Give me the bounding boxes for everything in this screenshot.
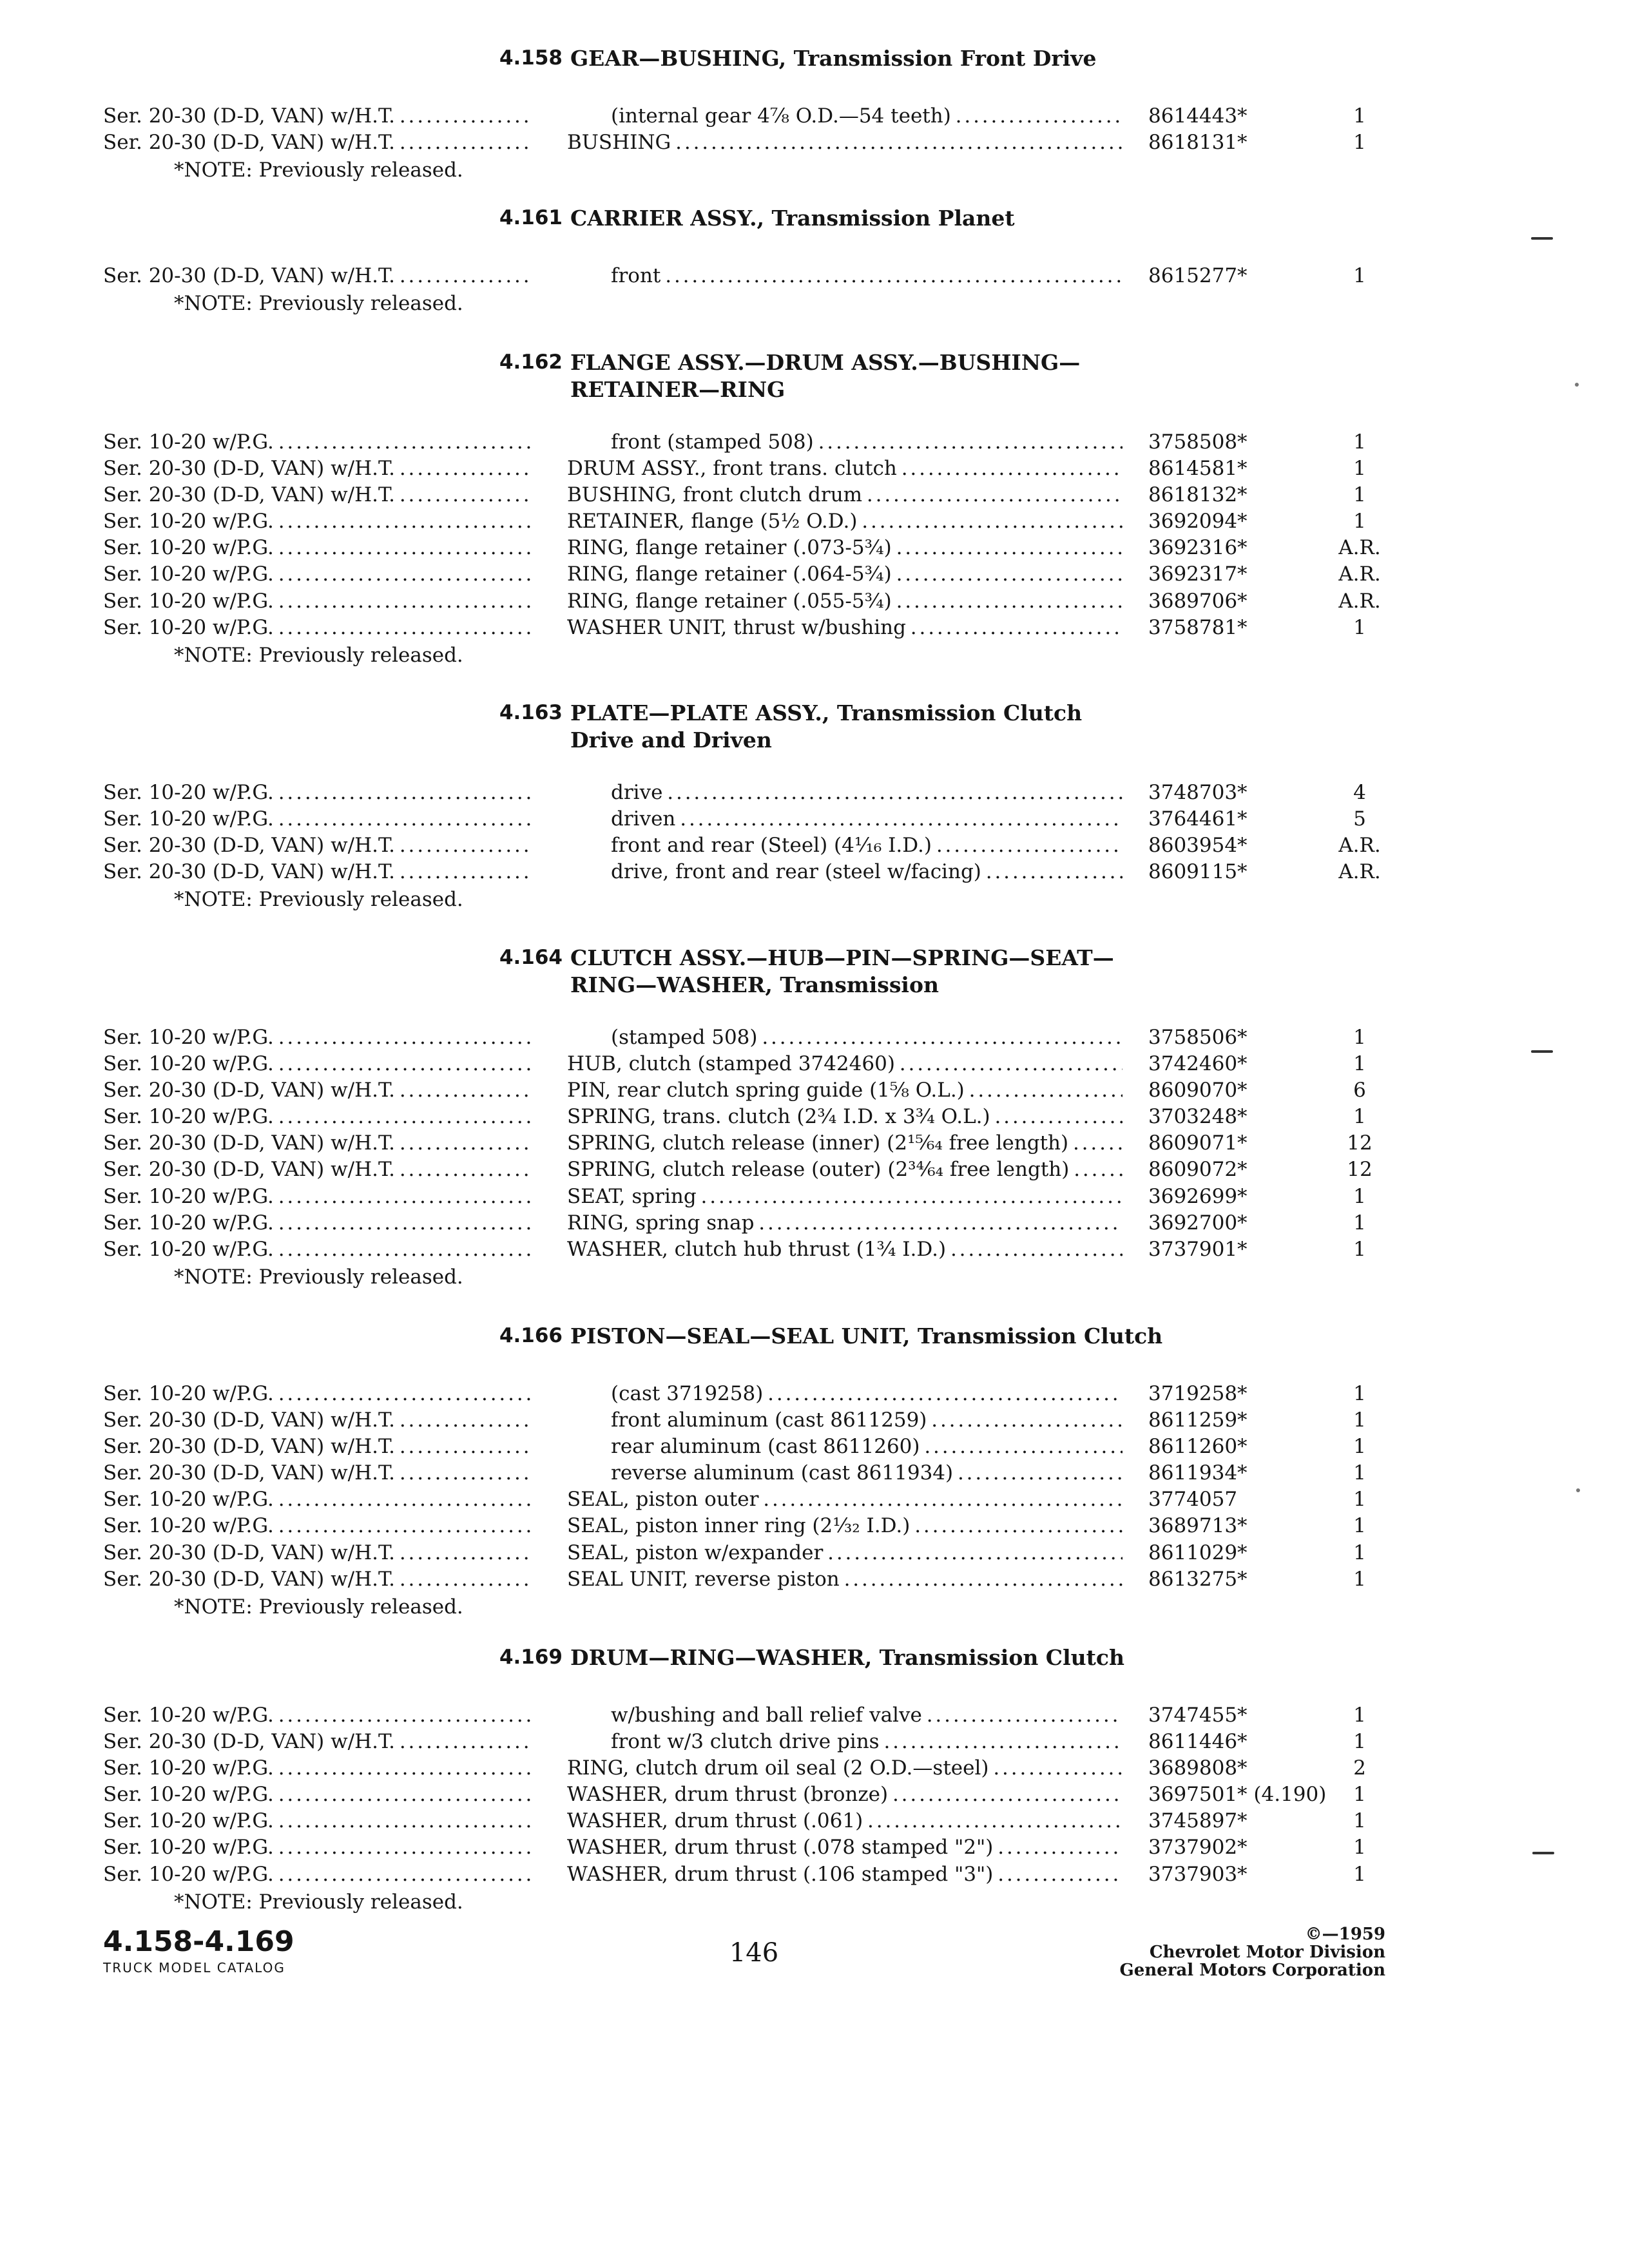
quantity-cell: 12 [1347, 1131, 1373, 1155]
part-number-cell: 3692316* [1148, 536, 1248, 560]
description-cell: BUSHING, front clutch drum . . . [567, 482, 1123, 508]
part-number-cell: 3689808* [1148, 1756, 1248, 1780]
part-row [0, 1236, 1629, 1263]
quantity-cell: 1 [1353, 1461, 1366, 1485]
margin-mark [1532, 1852, 1554, 1854]
description-cell: reverse aluminum (cast 8611934) . . . [611, 1460, 1123, 1486]
series-cell: Ser. 10-20 w/P.G. . . . [103, 615, 532, 641]
description-cell: front and rear (Steel) (4¹⁄₁₆ I.D.) . . . [611, 832, 1123, 859]
series-cell: Ser. 10-20 w/P.G. . . . [103, 780, 532, 806]
quantity-cell: 1 [1353, 1382, 1366, 1405]
part-row [0, 1434, 1629, 1460]
description-cell: driven . . . [611, 806, 1123, 832]
series-cell: Ser. 20-30 (D-D, VAN) w/H.T. . . . [103, 1540, 532, 1566]
quantity-cell: 1 [1353, 430, 1366, 454]
part-row [0, 1513, 1629, 1539]
part-row [0, 1077, 1629, 1104]
quantity-cell: 1 [1353, 1730, 1366, 1754]
series-cell: Ser. 10-20 w/P.G. . . . [103, 588, 532, 615]
section-title-line: DRUM—RING—WASHER, Transmission Clutch [570, 1645, 1124, 1670]
quantity-cell: 5 [1353, 807, 1366, 831]
part-number-cell: 3689713* [1148, 1514, 1248, 1538]
series-cell: Ser. 10-20 w/P.G. . . . [103, 1755, 532, 1782]
margin-speck [1575, 383, 1579, 387]
part-row [0, 561, 1629, 588]
part-row [0, 456, 1629, 482]
part-number-cell: 3697501* (4.190) [1148, 1783, 1327, 1807]
series-cell: Ser. 20-30 (D-D, VAN) w/H.T. . . . [103, 1729, 532, 1755]
part-number-cell: 8614581* [1148, 457, 1248, 481]
parts-list [0, 429, 1629, 641]
margin-mark [1531, 237, 1553, 240]
part-number-cell: 3692699* [1148, 1184, 1248, 1208]
quantity-cell: 1 [1353, 1237, 1366, 1261]
part-row [0, 1702, 1629, 1729]
series-cell: Ser. 20-30 (D-D, VAN) w/H.T. . . . [103, 1130, 532, 1157]
series-cell: Ser. 20-30 (D-D, VAN) w/H.T. . . . [103, 1407, 532, 1434]
quantity-cell: A.R. [1338, 834, 1381, 858]
section-number: 4.162 [499, 351, 563, 374]
description-cell: RETAINER, flange (5½ O.D.) . . . [567, 508, 1123, 535]
part-row [0, 832, 1629, 859]
description-cell: front . . . [611, 263, 1123, 289]
quantity-cell: 1 [1353, 510, 1366, 533]
section-title [570, 945, 1472, 999]
quantity-cell: 1 [1353, 1488, 1366, 1512]
description-cell: BUSHING . . . [567, 130, 1123, 156]
part-number-cell: 8611934* [1148, 1461, 1248, 1485]
section-header [0, 1323, 1629, 1381]
description-cell: (cast 3719258) . . . [611, 1381, 1123, 1407]
series-cell: Ser. 10-20 w/P.G. . . . [103, 1513, 532, 1539]
quantity-cell: 1 [1353, 264, 1366, 287]
footer-corporation: General Motors Corporation [1119, 1961, 1385, 1980]
section-title-line: GEAR—BUSHING, Transmission Front Drive [570, 46, 1097, 71]
part-row [0, 1566, 1629, 1593]
section-note: *NOTE: Previously released. [174, 1595, 463, 1619]
series-cell: Ser. 10-20 w/P.G. . . . [103, 1486, 532, 1513]
part-row [0, 1540, 1629, 1566]
part-row [0, 1729, 1629, 1755]
section-title [570, 1644, 1472, 1671]
description-cell: DRUM ASSY., front trans. clutch . . . [567, 456, 1123, 482]
description-cell: SEAL, piston outer . . . [567, 1486, 1123, 1513]
quantity-cell: 1 [1353, 1567, 1366, 1591]
section-number: 4.169 [499, 1646, 563, 1669]
series-cell: Ser. 20-30 (D-D, VAN) w/H.T. . . . [103, 832, 532, 859]
part-row [0, 429, 1629, 456]
series-cell: Ser. 10-20 w/P.G. . . . [103, 1051, 532, 1077]
part-number-cell: 8618132* [1148, 483, 1248, 507]
part-number-cell: 8611260* [1148, 1435, 1248, 1459]
series-cell: Ser. 10-20 w/P.G. . . . [103, 1782, 532, 1808]
description-cell: RING, flange retainer (.073-5¾) . . . [567, 535, 1123, 561]
quantity-cell: 1 [1353, 1514, 1366, 1538]
quantity-cell: 1 [1353, 1408, 1366, 1432]
part-row [0, 535, 1629, 561]
section-4-161 [0, 205, 1629, 323]
part-number-cell: 8618131* [1148, 131, 1248, 155]
section-4-164 [0, 945, 1629, 1296]
part-row [0, 130, 1629, 156]
series-cell: Ser. 10-20 w/P.G. . . . [103, 561, 532, 588]
footer-copyright: ©—1959 [1305, 1925, 1385, 1944]
description-cell: SEAT, spring . . . [567, 1184, 1123, 1210]
description-cell: SEAL UNIT, reverse piston . . . [567, 1566, 1123, 1593]
quantity-cell: 4 [1353, 781, 1366, 804]
quantity-cell: 1 [1353, 1105, 1366, 1129]
quantity-cell: 1 [1353, 1836, 1366, 1860]
part-row [0, 263, 1629, 289]
parts-list [0, 263, 1629, 289]
section-note: *NOTE: Previously released. [174, 159, 463, 182]
quantity-cell: 1 [1353, 1435, 1366, 1459]
parts-list [0, 1381, 1629, 1593]
part-number-cell: 3758508* [1148, 430, 1248, 454]
description-cell: SPRING, trans. clutch (2¾ I.D. x 3¾ O.L.) . . . [567, 1104, 1123, 1130]
section-title-line: CARRIER ASSY., Transmission Planet [570, 206, 1015, 231]
section-4-169 [0, 1644, 1629, 1921]
part-row [0, 1407, 1629, 1434]
quantity-cell: 1 [1353, 1809, 1366, 1833]
section-title-line: RETAINER—RING [570, 377, 786, 402]
footer-left [103, 1925, 294, 1977]
part-number-cell: 3748703* [1148, 781, 1248, 804]
quantity-cell: 1 [1353, 131, 1366, 155]
series-cell: Ser. 20-30 (D-D, VAN) w/H.T. . . . [103, 1157, 532, 1183]
description-cell: front aluminum (cast 8611259) . . . [611, 1407, 1123, 1434]
footer-right [1057, 1925, 1385, 1979]
quantity-cell: 1 [1353, 1541, 1366, 1564]
part-row [0, 1782, 1629, 1808]
section-number: 4.161 [499, 206, 563, 229]
series-cell: Ser. 10-20 w/P.G. . . . [103, 1024, 532, 1051]
description-cell: drive . . . [611, 780, 1123, 806]
part-row [0, 1861, 1629, 1888]
part-row [0, 1210, 1629, 1236]
section-4-162 [0, 349, 1629, 675]
quantity-cell: 1 [1353, 483, 1366, 507]
series-cell: Ser. 10-20 w/P.G. . . . [103, 1834, 532, 1861]
part-row [0, 859, 1629, 885]
description-cell: (internal gear 4⅞ O.D.—54 teeth) . . . [611, 103, 1123, 130]
quantity-cell: A.R. [1338, 860, 1381, 884]
series-cell: Ser. 20-30 (D-D, VAN) w/H.T. . . . [103, 1434, 532, 1460]
part-number-cell: 8613275* [1148, 1567, 1248, 1591]
quantity-cell: 1 [1353, 1704, 1366, 1727]
footer-division: Chevrolet Motor Division [1149, 1943, 1385, 1962]
section-title-line: CLUTCH ASSY.—HUB—PIN—SPRING—SEAT— [570, 945, 1114, 970]
section-header [0, 700, 1629, 780]
part-number-cell: 8609071* [1148, 1131, 1248, 1155]
part-number-cell: 3737903* [1148, 1862, 1248, 1886]
quantity-cell: 1 [1353, 457, 1366, 481]
quantity-cell: 1 [1353, 1026, 1366, 1049]
part-number-cell: 3745897* [1148, 1809, 1248, 1833]
section-title-line: RING—WASHER, Transmission [570, 972, 939, 997]
part-number-cell: 3692317* [1148, 562, 1248, 586]
part-row [0, 1755, 1629, 1782]
description-cell: WASHER, clutch hub thrust (1¾ I.D.) . . . [567, 1236, 1123, 1263]
part-number-cell: 8603954* [1148, 834, 1248, 858]
quantity-cell: 1 [1353, 1052, 1366, 1076]
quantity-cell: 1 [1353, 615, 1366, 639]
parts-list [0, 780, 1629, 885]
quantity-cell: 6 [1353, 1079, 1366, 1102]
description-cell: RING, flange retainer (.064-5¾) . . . [567, 561, 1123, 588]
description-cell: front w/3 clutch drive pins . . . [611, 1729, 1123, 1755]
quantity-cell: 2 [1353, 1756, 1366, 1780]
series-cell: Ser. 10-20 w/P.G. . . . [103, 1702, 532, 1729]
series-cell: Ser. 20-30 (D-D, VAN) w/H.T. . . . [103, 263, 532, 289]
series-cell: Ser. 10-20 w/P.G. . . . [103, 429, 532, 456]
section-note: *NOTE: Previously released. [174, 292, 463, 316]
part-number-cell: 3774057 [1148, 1488, 1238, 1512]
section-title-line: Drive and Driven [570, 727, 772, 753]
part-row [0, 588, 1629, 615]
part-number-cell: 3758506* [1148, 1026, 1248, 1049]
part-number-cell: 3737901* [1148, 1237, 1248, 1261]
section-title-line: PLATE—PLATE ASSY., Transmission Clutch [570, 700, 1083, 726]
series-cell: Ser. 10-20 w/P.G. . . . [103, 1808, 532, 1834]
part-row [0, 1051, 1629, 1077]
section-4-166 [0, 1323, 1629, 1626]
part-number-cell: 8614443* [1148, 104, 1248, 128]
part-number-cell: 8615277* [1148, 264, 1248, 287]
description-cell: rear aluminum (cast 8611260) . . . [611, 1434, 1123, 1460]
series-cell: Ser. 10-20 w/P.G. . . . [103, 1210, 532, 1236]
part-row [0, 1834, 1629, 1861]
series-cell: Ser. 10-20 w/P.G. . . . [103, 1381, 532, 1407]
series-cell: Ser. 20-30 (D-D, VAN) w/H.T. . . . [103, 1460, 532, 1486]
quantity-cell: 1 [1353, 1862, 1366, 1886]
series-cell: Ser. 20-30 (D-D, VAN) w/H.T. . . . [103, 1077, 532, 1104]
description-cell: WASHER, drum thrust (.078 stamped "2") . . . [567, 1834, 1123, 1861]
part-row [0, 1184, 1629, 1210]
part-row [0, 1104, 1629, 1130]
section-number: 4.166 [499, 1324, 563, 1347]
footer-section-range: 4.158-4.169 [103, 1925, 294, 1958]
part-number-cell: 3758781* [1148, 615, 1248, 639]
section-title [570, 349, 1472, 403]
footer-catalog-name: TRUCK MODEL CATALOG [103, 1960, 285, 1975]
description-cell: WASHER, drum thrust (bronze) . . . [567, 1782, 1123, 1808]
section-title-line: FLANGE ASSY.—DRUM ASSY.—BUSHING— [570, 350, 1081, 375]
part-number-cell: 3747455* [1148, 1704, 1248, 1727]
quantity-cell: 1 [1353, 1211, 1366, 1235]
series-cell: Ser. 10-20 w/P.G. . . . [103, 508, 532, 535]
description-cell: SEAL, piston w/expander . . . [567, 1540, 1123, 1566]
section-title [570, 1323, 1472, 1350]
part-number-cell: 3719258* [1148, 1382, 1248, 1405]
part-row [0, 1381, 1629, 1407]
description-cell: drive, front and rear (steel w/facing) . . . [611, 859, 1123, 885]
part-number-cell: 8611446* [1148, 1730, 1248, 1754]
part-number-cell: 3692700* [1148, 1211, 1248, 1235]
series-cell: Ser. 10-20 w/P.G. . . . [103, 1104, 532, 1130]
part-number-cell: 3703248* [1148, 1105, 1248, 1129]
section-header [0, 945, 1629, 1024]
parts-list [0, 1702, 1629, 1888]
description-cell: WASHER UNIT, thrust w/bushing . . . [567, 615, 1123, 641]
description-cell: WASHER, drum thrust (.106 stamped "3") . . . [567, 1861, 1123, 1888]
description-cell: PIN, rear clutch spring guide (1⅝ O.L.) . . . [567, 1077, 1123, 1104]
part-number-cell: 8609115* [1148, 860, 1248, 884]
section-header [0, 1644, 1629, 1702]
margin-speck [1576, 1488, 1580, 1492]
section-title [570, 700, 1472, 754]
description-cell: RING, flange retainer (.055-5¾) . . . [567, 588, 1123, 615]
section-header [0, 349, 1629, 429]
description-cell: WASHER, drum thrust (.061) . . . [567, 1808, 1123, 1834]
series-cell: Ser. 10-20 w/P.G. . . . [103, 1861, 532, 1888]
section-header [0, 45, 1629, 103]
description-cell: HUB, clutch (stamped 3742460) . . . [567, 1051, 1123, 1077]
part-row [0, 615, 1629, 641]
description-cell: SPRING, clutch release (inner) (2¹⁵⁄₆₄ free length) . . . [567, 1130, 1123, 1157]
part-row [0, 1130, 1629, 1157]
part-number-cell: 8611259* [1148, 1408, 1248, 1432]
section-number: 4.164 [499, 946, 563, 969]
part-number-cell: 3689706* [1148, 589, 1248, 613]
quantity-cell: 1 [1353, 1783, 1366, 1807]
page-number: 146 [729, 1938, 779, 1968]
section-4-158 [0, 45, 1629, 189]
part-number-cell: 3764461* [1148, 807, 1248, 831]
quantity-cell: 1 [1353, 1184, 1366, 1208]
description-cell: RING, clutch drum oil seal (2 O.D.—steel) . . . [567, 1755, 1123, 1782]
description-cell: front (stamped 508) . . . [611, 429, 1123, 456]
part-row [0, 806, 1629, 832]
series-cell: Ser. 10-20 w/P.G. . . . [103, 1236, 532, 1263]
section-4-163 [0, 700, 1629, 919]
part-row [0, 482, 1629, 508]
part-row [0, 780, 1629, 806]
part-row [0, 103, 1629, 130]
parts-list [0, 1024, 1629, 1263]
description-cell: SPRING, clutch release (outer) (2³⁴⁄₆₄ free length) . . . [567, 1157, 1123, 1183]
series-cell: Ser. 20-30 (D-D, VAN) w/H.T. . . . [103, 482, 532, 508]
description-cell: (stamped 508) . . . [611, 1024, 1123, 1051]
description-cell: RING, spring snap . . . [567, 1210, 1123, 1236]
quantity-cell: A.R. [1338, 589, 1381, 613]
section-note: *NOTE: Previously released. [174, 643, 463, 667]
part-row [0, 1460, 1629, 1486]
section-note: *NOTE: Previously released. [174, 1265, 463, 1289]
part-number-cell: 8611029* [1148, 1541, 1248, 1564]
series-cell: Ser. 20-30 (D-D, VAN) w/H.T. . . . [103, 103, 532, 130]
quantity-cell: A.R. [1338, 562, 1381, 586]
description-cell: SEAL, piston inner ring (2¹⁄₃₂ I.D.) . . . [567, 1513, 1123, 1539]
series-cell: Ser. 20-30 (D-D, VAN) w/H.T. . . . [103, 130, 532, 156]
series-cell: Ser. 10-20 w/P.G. . . . [103, 535, 532, 561]
part-number-cell: 3742460* [1148, 1052, 1248, 1076]
section-title [570, 205, 1472, 232]
series-cell: Ser. 10-20 w/P.G. . . . [103, 1184, 532, 1210]
quantity-cell: 1 [1353, 104, 1366, 128]
series-cell: Ser. 20-30 (D-D, VAN) w/H.T. . . . [103, 1566, 532, 1593]
section-note: *NOTE: Previously released. [174, 1890, 463, 1914]
quantity-cell: 12 [1347, 1158, 1373, 1182]
series-cell: Ser. 10-20 w/P.G. . . . [103, 806, 532, 832]
series-cell: Ser. 20-30 (D-D, VAN) w/H.T. . . . [103, 859, 532, 885]
margin-mark [1531, 1050, 1553, 1053]
part-row [0, 1024, 1629, 1051]
part-row [0, 1808, 1629, 1834]
part-number-cell: 3692094* [1148, 510, 1248, 533]
part-row [0, 1157, 1629, 1183]
section-title-line: PISTON—SEAL—SEAL UNIT, Transmission Clutch [570, 1323, 1163, 1349]
section-title [570, 45, 1472, 72]
part-number-cell: 8609072* [1148, 1158, 1248, 1182]
part-row [0, 508, 1629, 535]
section-header [0, 205, 1629, 263]
description-cell: w/bushing and ball relief valve . . . [611, 1702, 1123, 1729]
part-number-cell: 3737902* [1148, 1836, 1248, 1860]
series-cell: Ser. 20-30 (D-D, VAN) w/H.T. . . . [103, 456, 532, 482]
section-note: *NOTE: Previously released. [174, 888, 463, 912]
part-number-cell: 8609070* [1148, 1079, 1248, 1102]
quantity-cell: A.R. [1338, 536, 1381, 560]
part-row [0, 1486, 1629, 1513]
section-number: 4.158 [499, 46, 563, 70]
section-number: 4.163 [499, 701, 563, 724]
parts-list [0, 103, 1629, 156]
